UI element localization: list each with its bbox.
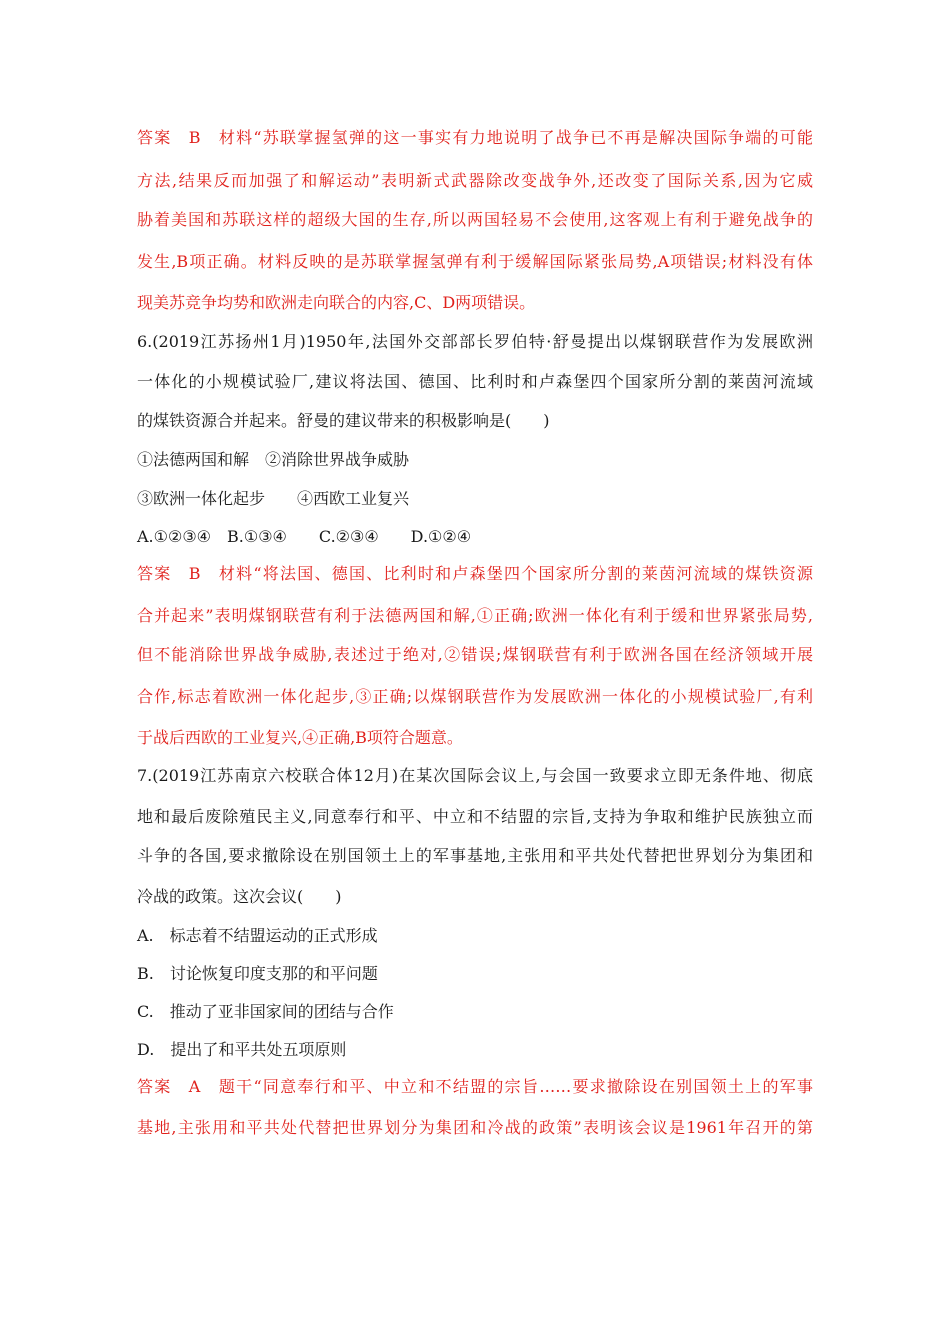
- answer-line: 于战后西欧的工业复兴,④正确,B项符合题意。: [137, 728, 463, 747]
- question-stem-line: 冷战的政策。这次会议( ): [137, 887, 342, 906]
- statement-line: ①法德两国和解 ②消除世界战争威胁: [137, 450, 410, 469]
- question-stem-line: 6.(2019江苏扬州1月)1950年,法国外交部部长罗伯特·舒曼提出以煤钢联营作为发展欧洲: [137, 332, 813, 351]
- question-stem-line: 的煤铁资源合并起来。舒曼的建议带来的积极影响是( ): [137, 411, 550, 430]
- answer-line: 但不能消除世界战争威胁,表述过于绝对,②错误;煤钢联营有利于欧洲各国在经济领域开展: [137, 645, 813, 664]
- answer-line: 合作,标志着欧洲一体化起步,③正确;以煤钢联营作为发展欧洲一体化的小规模试验厂,有利: [137, 687, 813, 706]
- answer-line: 发生,B项正确。材料反映的是苏联掌握氢弹有利于缓解国际紧张局势,A项错误;材料没有体: [137, 252, 813, 271]
- option-b: B. 讨论恢复印度支那的和平问题: [137, 964, 378, 983]
- answer-line: 答案 A 题干“同意奉行和平、中立和不结盟的宗旨……要求撤除设在别国领土上的军事: [137, 1077, 813, 1096]
- option-a: A. 标志着不结盟运动的正式形成: [137, 926, 378, 945]
- answer-line: 现美苏竞争均势和欧洲走向联合的内容,C、D两项错误。: [137, 293, 536, 312]
- answer-line: 方法,结果反而加强了和解运动”表明新式武器除改变战争外,还改变了国际关系,因为它威: [137, 171, 813, 190]
- question-stem-line: 一体化的小规模试验厂,建议将法国、德国、比利时和卢森堡四个国家所分割的莱茵河流域: [137, 372, 813, 391]
- question-stem-line: 斗争的各国,要求撤除设在别国领土上的军事基地,主张用和平共处代替把世界划分为集团和: [137, 846, 813, 865]
- answer-line: 基地,主张用和平共处代替把世界划分为集团和冷战的政策”表明该会议是1961年召开的第: [137, 1118, 813, 1137]
- answer-line: 胁着美国和苏联这样的超级大国的生存,所以两国轻易不会使用,这客观上有利于避免战争的: [137, 210, 813, 229]
- option-d: D. 提出了和平共处五项原则: [137, 1040, 347, 1059]
- answer-line: 答案 B 材料“苏联掌握氢弹的这一事实有力地说明了战争已不再是解决国际争端的可能: [137, 128, 813, 147]
- answer-line: 合并起来”表明煤钢联营有利于法德两国和解,①正确;欧洲一体化有利于缓和世界紧张局势,: [137, 606, 813, 625]
- answer-options: A.①②③④ B.①③④ C.②③④ D.①②④: [137, 527, 472, 546]
- question-stem-line: 7.(2019江苏南京六校联合体12月)在某次国际会议上,与会国一致要求立即无条件地、彻底: [137, 766, 813, 785]
- answer-line: 答案 B 材料“将法国、德国、比利时和卢森堡四个国家所分割的莱茵河流域的煤铁资源: [137, 564, 813, 583]
- statement-line: ③欧洲一体化起步 ④西欧工业复兴: [137, 489, 410, 508]
- question-stem-line: 地和最后废除殖民主义,同意奉行和平、中立和不结盟的宗旨,支持为争取和维护民族独立而: [137, 807, 813, 826]
- option-c: C. 推动了亚非国家间的团结与合作: [137, 1002, 394, 1021]
